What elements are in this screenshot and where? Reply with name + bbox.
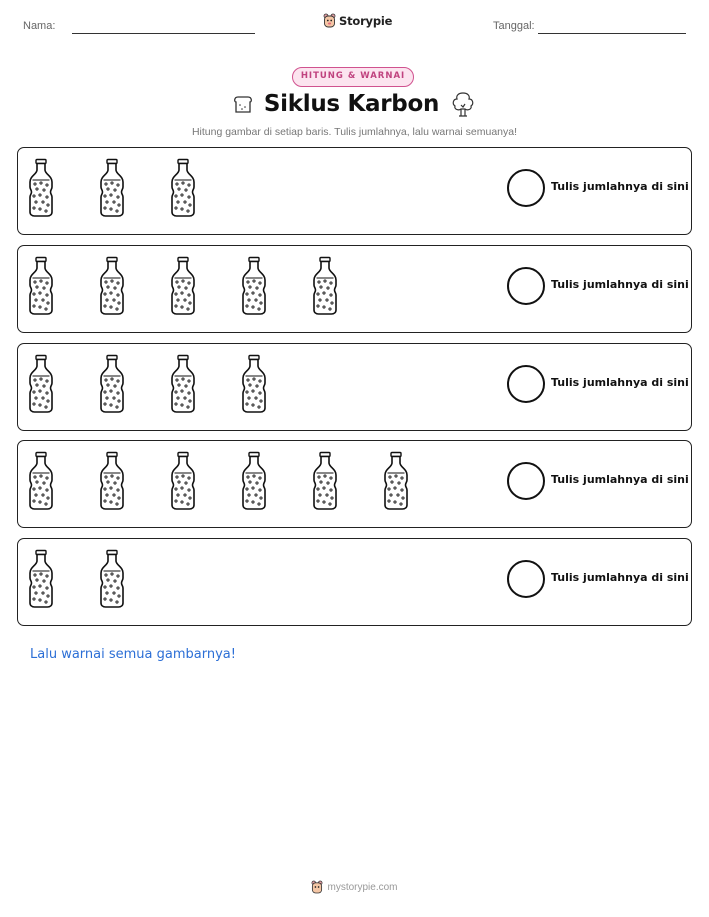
bottle-icon[interactable] [26, 158, 97, 218]
page-title: Siklus Karbon [263, 91, 440, 117]
name-label: Nama: [23, 20, 56, 32]
count-row [17, 343, 692, 431]
bottle-icon[interactable] [168, 354, 239, 414]
row-pictures [26, 549, 168, 609]
title-row [0, 90, 709, 118]
row-pictures [26, 256, 381, 316]
count-row [17, 147, 692, 235]
bottle-icon[interactable] [168, 256, 239, 316]
row-pictures [26, 451, 452, 511]
bottle-icon[interactable] [26, 451, 97, 511]
bottle-icon[interactable] [97, 256, 168, 316]
answer-label: Tulis jumlahnya di sini [551, 473, 689, 486]
bottle-icon[interactable] [168, 451, 239, 511]
footer-note: Lalu warnai semua gambarnya! [30, 647, 236, 662]
bottle-icon[interactable] [239, 256, 310, 316]
bottle-icon[interactable] [97, 158, 168, 218]
tree-icon [449, 90, 477, 118]
answer-label: Tulis jumlahnya di sini [551, 376, 689, 389]
bread-icon [232, 93, 254, 115]
bottle-icon[interactable] [239, 354, 310, 414]
count-row [17, 440, 692, 528]
answer-label: Tulis jumlahnya di sini [551, 571, 689, 584]
bottle-icon[interactable] [97, 354, 168, 414]
bottle-icon[interactable] [168, 158, 239, 218]
bottle-icon[interactable] [310, 256, 381, 316]
row-pictures [26, 158, 239, 218]
count-row [17, 245, 692, 333]
date-label: Tanggal: [493, 20, 535, 32]
bottle-icon[interactable] [26, 549, 97, 609]
storypie-mascot-icon [323, 13, 336, 28]
instructions: Hitung gambar di setiap baris. Tulis jumlahnya, lalu warnai semuanya! [191, 126, 518, 138]
bottle-icon[interactable] [97, 549, 168, 609]
answer-label: Tulis jumlahnya di sini [551, 180, 689, 193]
answer-circle[interactable] [507, 365, 545, 403]
answer-circle[interactable] [507, 169, 545, 207]
footer-brand [0, 880, 709, 894]
bottle-icon[interactable] [239, 451, 310, 511]
date-line[interactable] [538, 33, 686, 34]
answer-label: Tulis jumlahnya di sini [551, 278, 689, 291]
name-line[interactable] [72, 33, 255, 34]
bottle-icon[interactable] [26, 256, 97, 316]
count-row [17, 538, 692, 626]
brand-name: Storypie [339, 13, 393, 28]
activity-badge: HITUNG & WARNAI [292, 67, 414, 87]
storypie-mascot-icon [311, 880, 323, 894]
bottle-icon[interactable] [310, 451, 381, 511]
answer-circle[interactable] [507, 267, 545, 305]
bottle-icon[interactable] [26, 354, 97, 414]
bottle-icon[interactable] [97, 451, 168, 511]
answer-circle[interactable] [507, 462, 545, 500]
bottle-icon[interactable] [381, 451, 452, 511]
footer-url: mystorypie.com [327, 881, 398, 893]
brand-logo [323, 13, 392, 28]
row-pictures [26, 354, 310, 414]
answer-circle[interactable] [507, 560, 545, 598]
